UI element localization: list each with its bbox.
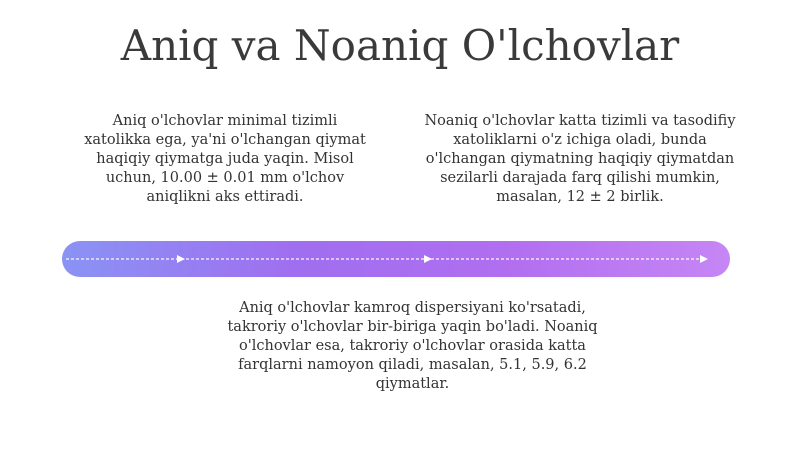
arrow-right-icon: [177, 255, 185, 263]
timeline-arrows: [62, 241, 730, 277]
page-title: Aniq va Noaniq O'lchovlar: [120, 21, 680, 70]
dispersion-description: Aniq o'lchovlar kamroq dispersiyani ko'rsatadi, takroriy o'lchovlar bir-biriga yaqin bo'ladi. Noaniq o'lchovlar esa, takroriy o'lchovlar orasida katta farqlarni namoyon qiladi, masalan, 5.1, 5.9, 6.2 qiymatlar.: [227, 300, 598, 392]
arrow-right-icon: [700, 255, 708, 263]
arrow-right-icon: [424, 255, 432, 263]
imprecise-description: Noaniq o'lchovlar katta tizimli va tasodifiy xatoliklarni o'z ichiga oladi, bunda o'lchangan qiymatning haqiqiy qiymatdan sezilarli darajada farq qilishi mumkin, masalan, 12 ± 2 birlik.: [424, 113, 736, 205]
precise-description: Aniq o'lchovlar minimal tizimli xatolikka ega, ya'ni o'lchangan qiymat haqiqiy qiymatga juda yaqin. Misol uchun, 10.00 ± 0.01 mm o'lchov aniqlikni aks ettiradi.: [84, 113, 366, 205]
timeline-bar: [62, 241, 730, 277]
